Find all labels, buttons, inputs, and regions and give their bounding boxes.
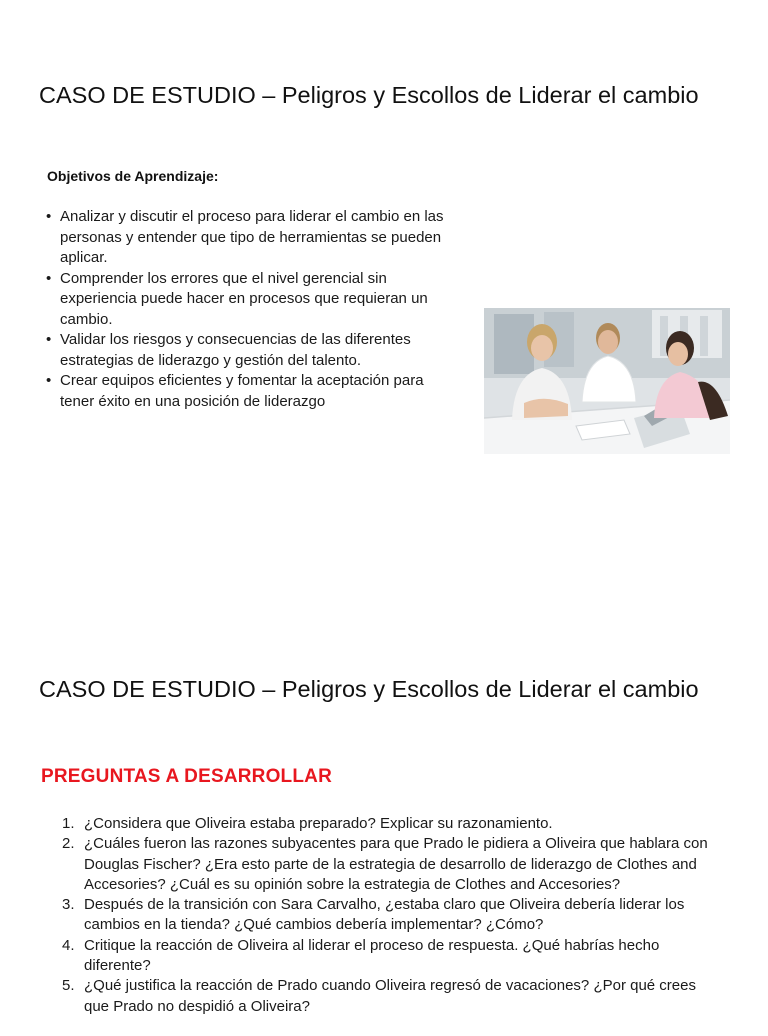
objective-item: • Analizar y discutir el proceso para liderar el cambio en las personas y entender que tipo de herramientas se pueden aplicar. [46,207,458,269]
slide-2 [0,596,768,1036]
questions-heading: PREGUNTAS A DESARROLLAR [41,766,333,787]
slide-1-title: CASO DE ESTUDIO – Peligros y Escollos de Liderar el cambio [39,82,699,108]
question-item [62,936,722,977]
question-number: 5. [62,977,75,995]
questions-list [62,814,722,1017]
objective-item: • Comprender los errores que el nivel gerencial sin experiencia puede hacer en procesos que requieran un cambio. [46,269,458,331]
meeting-illustration [484,308,730,454]
objective-item: • Validar los riesgos y consecuencias de las diferentes estrategias de liderazgo y gestión del talento. [46,330,458,371]
question-item [62,834,722,895]
slide-2-title: CASO DE ESTUDIO – Peligros y Escollos de Liderar el cambio [39,676,699,702]
objective-item: • Crear equipos eficientes y fomentar la aceptación para tener éxito en una posición de liderazgo [46,371,458,412]
question-number: 2. [62,835,75,853]
question-number: 3. [62,896,75,914]
question-item [62,895,722,936]
business-meeting-photo [484,308,730,454]
question-text: Después de la transición con Sara Carvalho, ¿estaba claro que Oliveira debería liderar los cambios en la tienda? ¿Qué cambios debería implementar? ¿Cómo? [84,896,685,934]
question-number: 1. [62,815,75,832]
question-text: ¿Considera que Oliveira estaba preparado? Explicar su razonamiento. [84,815,553,832]
question-item [62,976,722,1017]
question-item [62,814,722,834]
question-text: ¿Cuáles fueron las razones subyacentes para que Prado le pidiera a Oliveira que hablara con Douglas Fischer? ¿Era esto parte de la estrategia de desarrollo de liderazgo de Clothes and Accesories? ¿Cuál es su opinión sobre la estrategia de Clothes and Accesories? [84,835,708,893]
question-text: ¿Qué justifica la reacción de Prado cuando Oliveira regresó de vacaciones? ¿Por qué crees que Prado no despidió a Oliveira? [84,977,696,1015]
objectives-heading: Objetivos de Aprendizaje: [47,168,219,184]
question-number: 4. [62,936,75,954]
question-text: Critique la reacción de Oliveira al liderar el proceso de respuesta. ¿Qué habrías hecho diferente? [84,936,660,975]
objectives-list [46,207,458,412]
